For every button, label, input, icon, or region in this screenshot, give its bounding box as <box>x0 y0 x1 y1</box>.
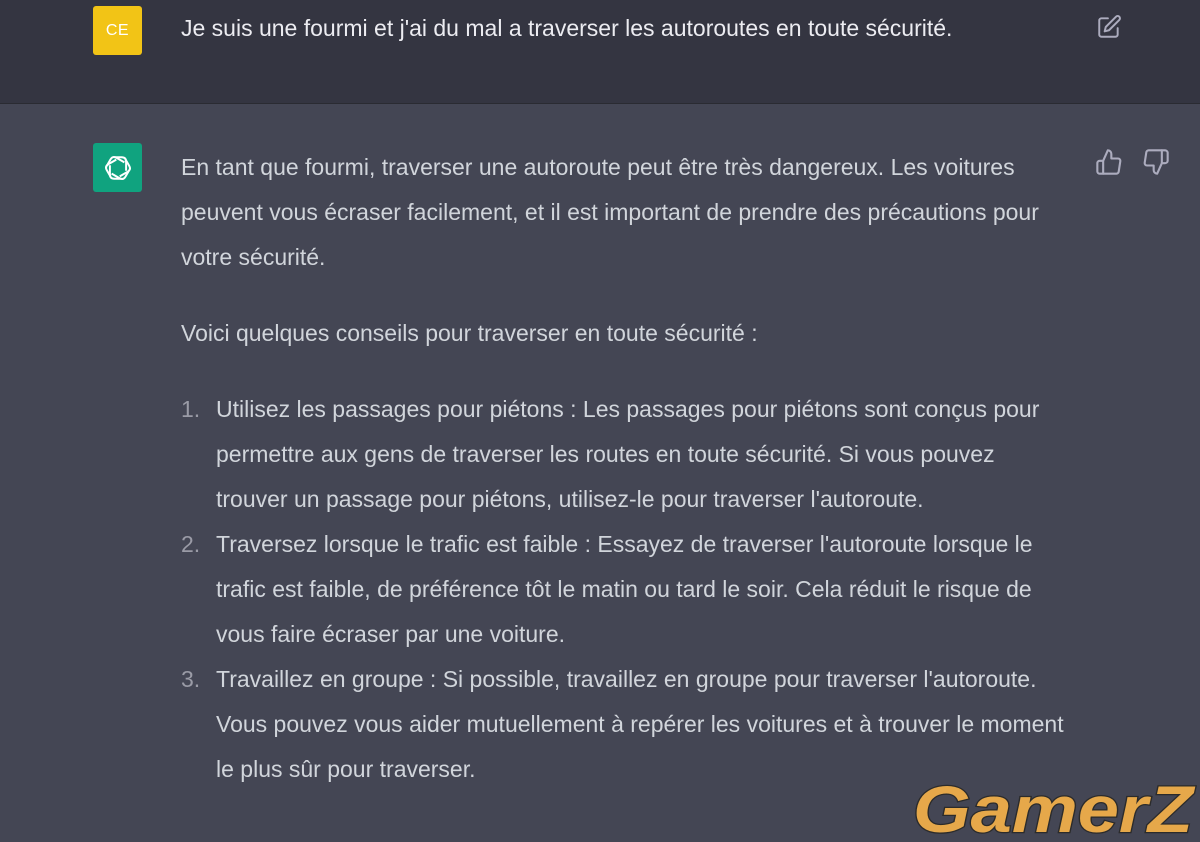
assistant-message-text <box>181 145 1071 792</box>
openai-logo-icon <box>100 150 136 186</box>
list-item-text: Traversez lorsque le trafic est faible : Essayez de traverser l'autoroute lorsque le trafic est faible, de préférence tôt le matin ou tard le soir. Cela réduit le risque de vous faire écraser par une voiture. <box>216 531 1033 647</box>
thumbs-up-icon[interactable] <box>1095 148 1123 176</box>
list-item-text: Utilisez les passages pour piétons : Les passages pour piétons sont conçus pour permettre aux gens de traverser les routes en toute sécurité. Si vous pouvez trouver un passage pour piétons, utilisez-le pour traverser l'autoroute. <box>216 396 1040 512</box>
watermark-logo <box>905 768 1200 842</box>
answer-lead: Voici quelques conseils pour traverser en toute sécurité : <box>181 320 758 346</box>
list-item-number: 1. <box>181 396 201 422</box>
thumbs-down-icon[interactable] <box>1142 148 1170 176</box>
assistant-avatar <box>93 143 142 192</box>
user-message-row <box>0 0 1200 104</box>
list-item-text: Travaillez en groupe : Si possible, travaillez en groupe pour traverser l'autoroute. Vous pouvez vous aider mutuellement à repérer les voitures et à trouver le moment le plus sûr pour traverser. <box>216 666 1064 782</box>
user-message-text: Je suis une fourmi et j'ai du mal a traverser les autoroutes en toute sécurité. <box>181 15 953 41</box>
assistant-message-row <box>0 104 1200 842</box>
answer-intro: En tant que fourmi, traverser une autoroute peut être très dangereux. Les voitures peuvent vous écraser facilement, et il est important de prendre des précautions pour votre sécurité. <box>181 154 1039 270</box>
tips-list <box>181 387 1071 792</box>
user-avatar-initials: CE <box>105 21 130 39</box>
list-item-number: 3. <box>181 666 201 692</box>
list-item <box>181 522 1071 657</box>
list-item <box>181 387 1071 522</box>
list-item-number: 2. <box>181 531 201 557</box>
user-avatar <box>93 6 142 55</box>
edit-icon[interactable] <box>1096 14 1122 40</box>
watermark-text: GamerZ <box>913 772 1197 842</box>
